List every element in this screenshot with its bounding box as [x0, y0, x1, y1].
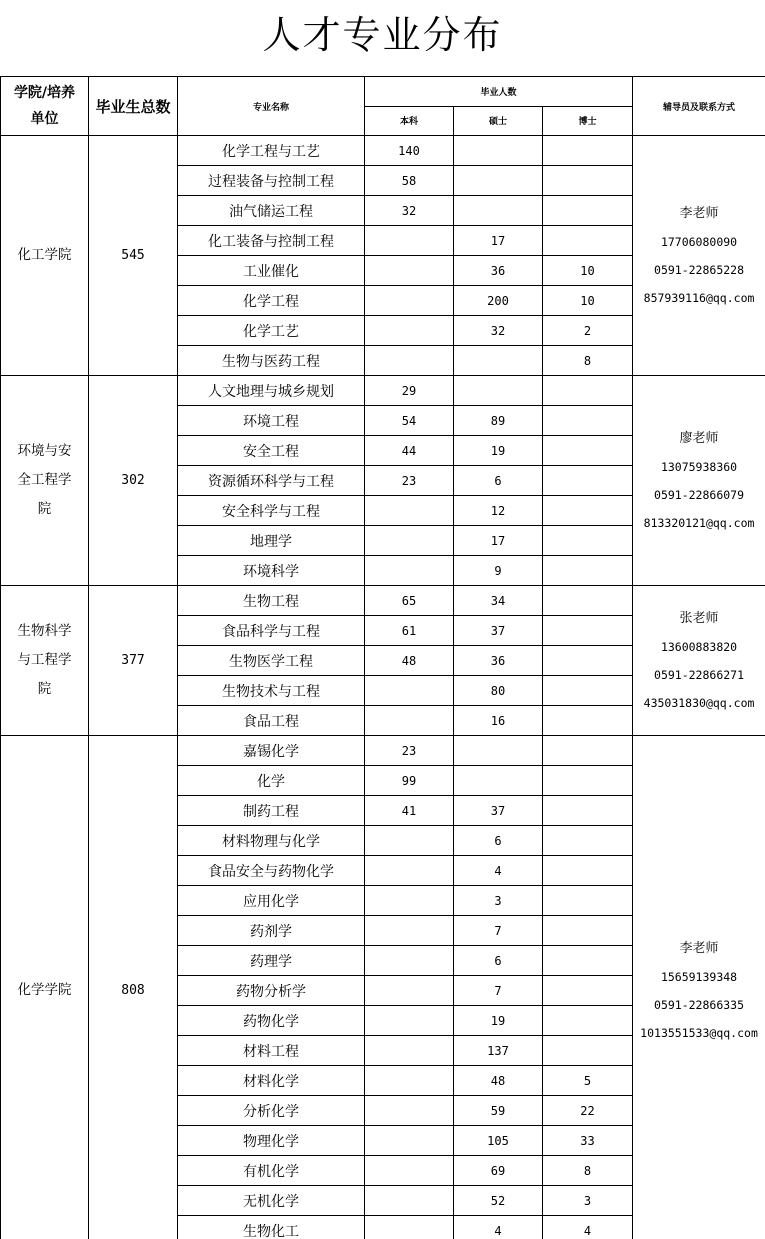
doctor-count: [543, 826, 633, 856]
doctor-count: 5: [543, 1066, 633, 1096]
major-name: 材料工程: [178, 1036, 365, 1066]
major-name: 物理化学: [178, 1126, 365, 1156]
master-count: 7: [454, 916, 543, 946]
table-row: [1, 376, 765, 406]
counselor-phone: 13075938360: [660, 459, 738, 474]
master-count: [454, 766, 543, 796]
major-name: 环境工程: [178, 406, 365, 436]
bachelor-count: 61: [365, 616, 454, 646]
master-count: 4: [454, 1216, 543, 1239]
bachelor-count: [365, 226, 454, 256]
header-major: 专业名称: [178, 77, 365, 136]
master-count: 9: [454, 556, 543, 586]
master-count: 16: [454, 706, 543, 736]
bachelor-count: [365, 346, 454, 376]
master-count: 34: [454, 586, 543, 616]
bachelor-count: [365, 676, 454, 706]
master-count: 137: [454, 1036, 543, 1066]
doctor-count: [543, 676, 633, 706]
master-count: 4: [454, 856, 543, 886]
bachelor-count: 23: [365, 736, 454, 766]
bachelor-count: 140: [365, 136, 454, 166]
major-name: 油气储运工程: [178, 196, 365, 226]
master-count: 37: [454, 616, 543, 646]
unit-name: 化学学院: [1, 736, 89, 1239]
master-count: 80: [454, 676, 543, 706]
doctor-count: [543, 526, 633, 556]
header-total: 毕业生总数: [89, 77, 178, 136]
doctor-count: 8: [543, 346, 633, 376]
counselor-tel: 0591-22865228: [654, 262, 745, 277]
doctor-count: [543, 616, 633, 646]
master-count: 69: [454, 1156, 543, 1186]
bachelor-count: [365, 1066, 454, 1096]
major-name: 食品工程: [178, 706, 365, 736]
header-doctor: 博士: [543, 106, 633, 136]
bachelor-count: [365, 526, 454, 556]
master-count: 32: [454, 316, 543, 346]
talent-distribution-table: [0, 76, 765, 1239]
bachelor-count: 65: [365, 586, 454, 616]
counselor-contact: [633, 376, 765, 586]
major-name: 化学工艺: [178, 316, 365, 346]
master-count: 37: [454, 796, 543, 826]
master-count: [454, 136, 543, 166]
bachelor-count: [365, 826, 454, 856]
bachelor-count: 29: [365, 376, 454, 406]
bachelor-count: 32: [365, 196, 454, 226]
master-count: 36: [454, 256, 543, 286]
table-body: [1, 136, 765, 1239]
master-count: 48: [454, 1066, 543, 1096]
master-count: 6: [454, 946, 543, 976]
counselor-phone: 15659139348: [660, 969, 738, 984]
doctor-count: [543, 946, 633, 976]
master-count: [454, 376, 543, 406]
master-count: 6: [454, 826, 543, 856]
unit-name: 生物科学与工程学院: [1, 586, 89, 736]
master-count: [454, 346, 543, 376]
graduate-total: 377: [89, 586, 178, 736]
doctor-count: [543, 496, 633, 526]
unit-name: 环境与安全工程学院: [1, 376, 89, 586]
major-name: 食品科学与工程: [178, 616, 365, 646]
bachelor-count: 48: [365, 646, 454, 676]
doctor-count: [543, 736, 633, 766]
bachelor-count: [365, 1216, 454, 1239]
major-name: 分析化学: [178, 1096, 365, 1126]
major-name: 材料化学: [178, 1066, 365, 1096]
doctor-count: 10: [543, 286, 633, 316]
major-name: 生物医学工程: [178, 646, 365, 676]
doctor-count: [543, 1036, 633, 1066]
bachelor-count: 54: [365, 406, 454, 436]
counselor-name: 张老师: [679, 610, 719, 626]
doctor-count: 33: [543, 1126, 633, 1156]
table-row: [1, 136, 765, 166]
counselor-phone: 17706080090: [660, 234, 738, 249]
bachelor-count: [365, 856, 454, 886]
major-name: 生物工程: [178, 586, 365, 616]
major-name: 无机化学: [178, 1186, 365, 1216]
master-count: [454, 736, 543, 766]
bachelor-count: 41: [365, 796, 454, 826]
major-name: 工业催化: [178, 256, 365, 286]
counselor-contact: [633, 736, 765, 1239]
master-count: [454, 166, 543, 196]
doctor-count: 10: [543, 256, 633, 286]
master-count: 59: [454, 1096, 543, 1126]
major-name: 生物化工: [178, 1216, 365, 1239]
doctor-count: [543, 766, 633, 796]
major-name: 资源循环科学与工程: [178, 466, 365, 496]
bachelor-count: [365, 976, 454, 1006]
master-count: 6: [454, 466, 543, 496]
doctor-count: [543, 976, 633, 1006]
table-row: [1, 736, 765, 766]
major-name: 药剂学: [178, 916, 365, 946]
bachelor-count: [365, 1036, 454, 1066]
master-count: 36: [454, 646, 543, 676]
doctor-count: 8: [543, 1156, 633, 1186]
major-name: 生物技术与工程: [178, 676, 365, 706]
counselor-phone: 13600883820: [660, 639, 738, 654]
counselor-email: 435031830@qq.com: [643, 695, 755, 710]
master-count: 19: [454, 1006, 543, 1036]
major-name: 制药工程: [178, 796, 365, 826]
bachelor-count: 44: [365, 436, 454, 466]
master-count: 105: [454, 1126, 543, 1156]
master-count: 7: [454, 976, 543, 1006]
master-count: 52: [454, 1186, 543, 1216]
doctor-count: [543, 886, 633, 916]
master-count: 17: [454, 226, 543, 256]
page-title: 人才专业分布: [262, 13, 503, 57]
bachelor-count: [365, 1126, 454, 1156]
major-name: 地理学: [178, 526, 365, 556]
doctor-count: [543, 1006, 633, 1036]
counselor-name: 李老师: [679, 205, 719, 221]
master-count: 89: [454, 406, 543, 436]
doctor-count: [543, 136, 633, 166]
major-name: 有机化学: [178, 1156, 365, 1186]
counselor-tel: 0591-22866079: [654, 487, 745, 502]
major-name: 化工装备与控制工程: [178, 226, 365, 256]
counselor-email: 857939116@qq.com: [643, 290, 755, 305]
counselor-contact: [633, 136, 765, 376]
graduate-total: 302: [89, 376, 178, 586]
header-grad-count: 毕业人数: [365, 77, 633, 107]
major-name: 生物与医药工程: [178, 346, 365, 376]
major-name: 人文地理与城乡规划: [178, 376, 365, 406]
bachelor-count: [365, 886, 454, 916]
bachelor-count: [365, 946, 454, 976]
major-name: 过程装备与控制工程: [178, 166, 365, 196]
doctor-count: [543, 646, 633, 676]
doctor-count: [543, 196, 633, 226]
major-name: 环境科学: [178, 556, 365, 586]
master-count: 19: [454, 436, 543, 466]
bachelor-count: [365, 256, 454, 286]
major-name: 药物分析学: [178, 976, 365, 1006]
counselor-email: 1013551533@qq.com: [640, 1025, 758, 1040]
doctor-count: 3: [543, 1186, 633, 1216]
major-name: 安全科学与工程: [178, 496, 365, 526]
master-count: [454, 196, 543, 226]
bachelor-count: [365, 556, 454, 586]
bachelor-count: [365, 1186, 454, 1216]
doctor-count: 2: [543, 316, 633, 346]
bachelor-count: [365, 1156, 454, 1186]
table-row: [1, 586, 765, 616]
doctor-count: [543, 586, 633, 616]
master-count: 12: [454, 496, 543, 526]
bachelor-count: 23: [365, 466, 454, 496]
bachelor-count: [365, 1096, 454, 1126]
major-name: 应用化学: [178, 886, 365, 916]
graduate-total: 545: [89, 136, 178, 376]
header-master: 硕士: [454, 106, 543, 136]
counselor-name: 廖老师: [679, 430, 719, 446]
doctor-count: 22: [543, 1096, 633, 1126]
bachelor-count: [365, 916, 454, 946]
counselor-email: 813320121@qq.com: [643, 515, 755, 530]
major-name: 材料物理与化学: [178, 826, 365, 856]
major-name: 安全工程: [178, 436, 365, 466]
counselor-name: 李老师: [679, 940, 719, 956]
bachelor-count: [365, 496, 454, 526]
unit-name: 化工学院: [1, 136, 89, 376]
header-bachelor: 本科: [365, 106, 454, 136]
bachelor-count: [365, 706, 454, 736]
doctor-count: [543, 916, 633, 946]
counselor-tel: 0591-22866335: [654, 997, 745, 1012]
major-name: 化学: [178, 766, 365, 796]
counselor-contact: [633, 586, 765, 736]
doctor-count: [543, 466, 633, 496]
doctor-count: [543, 796, 633, 826]
master-count: 17: [454, 526, 543, 556]
master-count: 3: [454, 886, 543, 916]
doctor-count: 4: [543, 1216, 633, 1239]
bachelor-count: 99: [365, 766, 454, 796]
doctor-count: [543, 376, 633, 406]
doctor-count: [543, 706, 633, 736]
bachelor-count: [365, 1006, 454, 1036]
major-name: 药物化学: [178, 1006, 365, 1036]
bachelor-count: [365, 316, 454, 346]
doctor-count: [543, 406, 633, 436]
major-name: 药理学: [178, 946, 365, 976]
doctor-count: [543, 556, 633, 586]
doctor-count: [543, 166, 633, 196]
doctor-count: [543, 856, 633, 886]
doctor-count: [543, 436, 633, 466]
bachelor-count: [365, 286, 454, 316]
master-count: 200: [454, 286, 543, 316]
major-name: 食品安全与药物化学: [178, 856, 365, 886]
doctor-count: [543, 226, 633, 256]
major-name: 嘉锡化学: [178, 736, 365, 766]
major-name: 化学工程: [178, 286, 365, 316]
counselor-tel: 0591-22866271: [654, 667, 745, 682]
major-name: 化学工程与工艺: [178, 136, 365, 166]
header-unit: 学院/培养单位: [1, 77, 89, 136]
bachelor-count: 58: [365, 166, 454, 196]
header-contact: 辅导员及联系方式: [633, 77, 765, 136]
graduate-total: 808: [89, 736, 178, 1239]
